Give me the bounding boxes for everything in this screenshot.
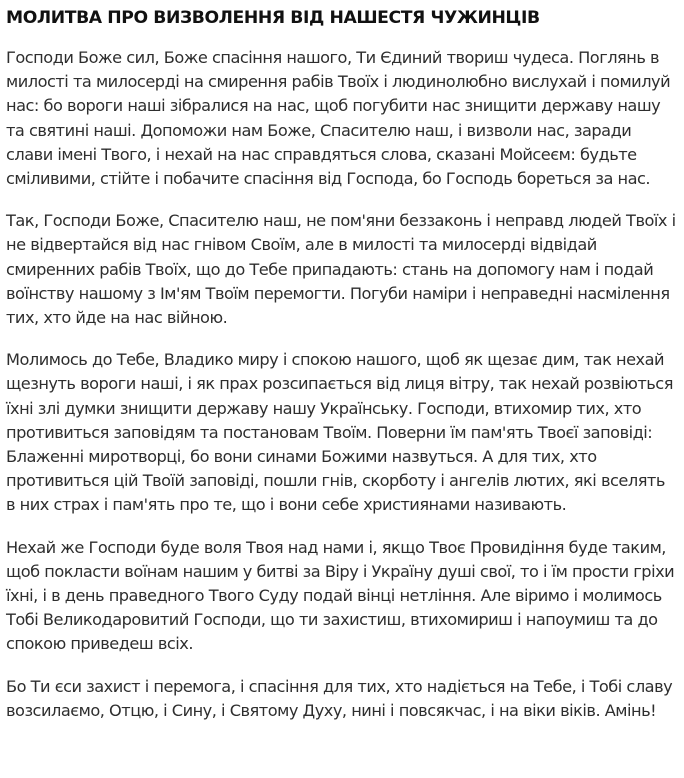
paragraph-1: Господи Боже сил, Боже спасіння нашого, Ти Єдиний твориш чудеса. Поглянь в милості та милосерді на смирення рабів Твоїх і людинолюбно вислухай і помилуй нас: бо вороги наші зібралися на нас, щоб погубити нас знищити державу нашу та святині наші. Допоможи нам Боже, Спасителю наш, і визволи нас, заради слави імені Твого, і нехай на нас справдяться слова, сказані Мойсеєм: будьте сміливими, стійте і побачите спасіння від Господа, бо Господь бореться за нас. bbox=[6, 48, 671, 189]
paragraph-3: Молимось до Тебе, Владико миру і спокою нашого, щоб як щезає дим, так нехай щезнуть вороги наші, і як прах розсипається від лиця вітру, так нехай розвіються їхні злі думки знищити державу нашу Українську. Господи, втихомир тих, хто противиться заповідям та постановам Твоїм. Поверни їм пам'ять Твоєї заповіді: Блаженні миротворці, бо вони синами Божими назвуться. А для тих, хто противиться цій Твоїй заповіді, пошли гнів, скорботу і ангелів лютих, які вселять в них страх і пам'ять про те, що і вони себе християнами називають. bbox=[6, 350, 673, 515]
prayer-article bbox=[6, 0, 678, 723]
paragraph-5: Бо Ти єси захист і перемога, і спасіння для тих, хто надіється на Тебе, і Тобі славу возсилаємо, Отцю, і Сину, і Святому Духу, нині і повсякчас, і на віки віків. Амінь! bbox=[6, 676, 673, 720]
paragraph-4: Нехай же Господи буде воля Твоя над нами і, якщо Твоє Провидіння буде таким, щоб покласти воїнам нашим у битві за Віру і Україну душі свої, то і їм прости гріхи їхні, і в день праведного Твого Суду подай вінці нетління. Але віримо і молимось Тобі Великодаровитий Господи, що ти захистиш, втихомириш і напоумиш та до спокою приведеш всіх. bbox=[6, 537, 675, 654]
page-title: МОЛИТВА ПРО ВИЗВОЛЕННЯ ВІД НАШЕСТЯ ЧУЖИНЦІВ bbox=[6, 8, 540, 28]
paragraph-2: Так, Господи Боже, Спасителю наш, не пом'яни беззаконь і неправд людей Твоїх і не відвертайся від нас гнівом Своїм, але в милості та милосерді відвідай смиренних рабів Твоїх, що до Тебе припадають: стань на допомогу нам і подай воїнству нашому з Ім'ям Твоїм перемогти. Погуби наміри і неправедні насмілення тих, хто йде на нас війною. bbox=[6, 211, 676, 328]
